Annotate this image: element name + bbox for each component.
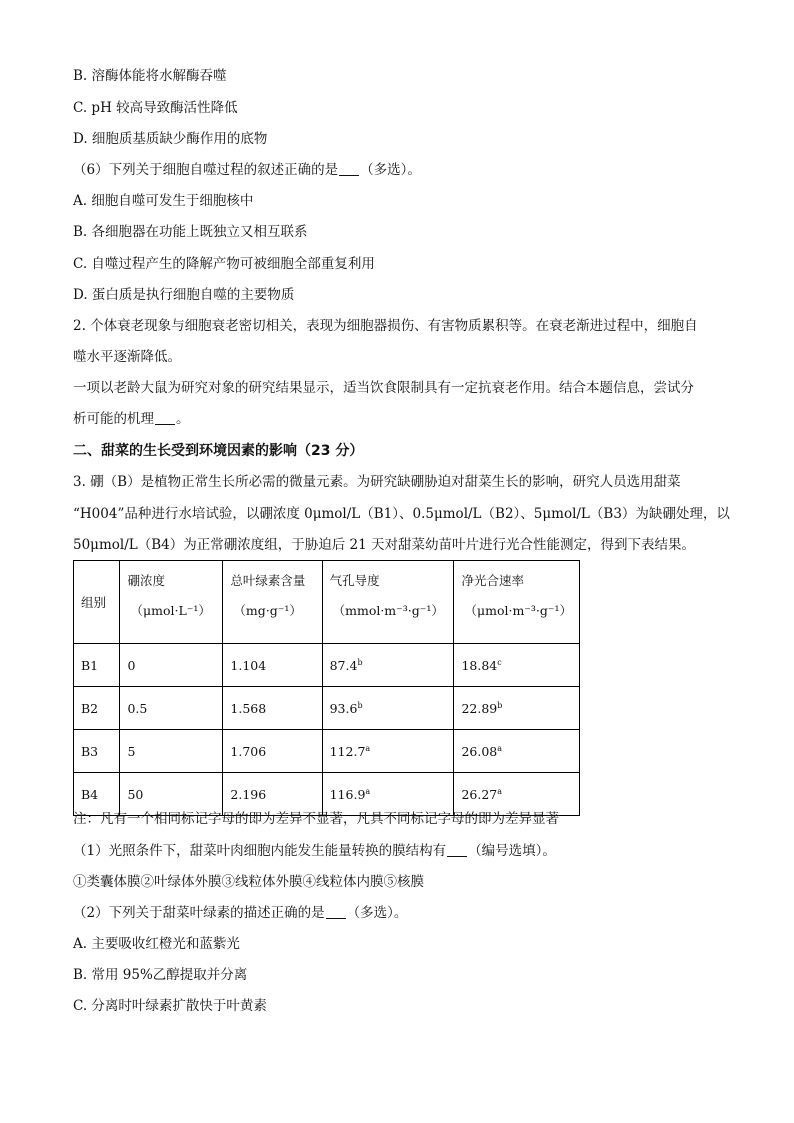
cell-conc: 50 <box>120 773 223 816</box>
question-3-2-text: （2）下列关于甜菜叶绿素的描述正确的是 <box>73 905 325 921</box>
option-d-cytoplasm: D. 细胞质基质缺少酶作用的底物 <box>73 131 268 147</box>
cell-chl: 1.706 <box>223 730 322 773</box>
option-a-light: A. 主要吸收红橙光和蓝紫光 <box>73 936 240 952</box>
cell-chl: 2.196 <box>223 773 322 816</box>
answer-blank <box>447 842 467 857</box>
question-3-line-1: 3. 硼（B）是植物正常生长所必需的微量元素。为研究缺硼胁迫对甜菜生长的影响，研究人员选用甜菜 <box>73 474 681 490</box>
question-3-1 <box>73 841 556 861</box>
cell-pn: 22.89$^b$ <box>454 687 580 730</box>
header-group: 组别 <box>74 561 120 644</box>
option-a-autophagy: A. 细胞自噬可发生于细胞核中 <box>73 193 254 209</box>
question-3-line-2: “H004”品种进行水培试验，以硼浓度 0μmol/L（B1）、0.5μmol/L（B2）、5μmol/L（B3）为缺硼处理，以 <box>73 506 730 522</box>
cell-gs: 116.9$^a$ <box>322 773 454 816</box>
header-boron: 硼浓度 （μmol·L⁻¹） <box>120 561 223 644</box>
cell-gs: 112.7$^a$ <box>322 730 454 773</box>
option-b-lysosome: B. 溶酶体能将水解酶吞噬 <box>73 68 227 84</box>
cell-group: B2 <box>74 687 120 730</box>
cell-pn: 26.27$^a$ <box>454 773 580 816</box>
question-2-line-4 <box>73 409 190 429</box>
answer-blank <box>326 904 346 919</box>
cell-pn: 26.08$^a$ <box>454 730 580 773</box>
membrane-options: ①类囊体膜②叶绿体外膜③线粒体外膜④线粒体内膜⑤核膜 <box>73 874 424 890</box>
question-3-2-suffix: （多选）。 <box>346 905 408 921</box>
question-6-suffix: （多选）。 <box>360 162 421 178</box>
header-photosynthesis: 净光合速率 （μmol·m⁻³·g⁻¹） <box>454 561 580 644</box>
question-3-2 <box>73 903 407 923</box>
header-stomatal: 气孔导度 （mmol·m⁻³·g⁻¹） <box>322 561 454 644</box>
cell-chl: 1.568 <box>223 687 322 730</box>
option-b-ethanol: B. 常用 95%乙醇提取并分离 <box>73 967 248 983</box>
cell-gs: 93.6$^b$ <box>322 687 454 730</box>
option-c-diffusion: C. 分离时叶绿素扩散快于叶黄素 <box>73 998 267 1014</box>
table-header-row <box>74 561 580 644</box>
question-2-line-3: 一项以老龄大鼠为研究对象的研究结果显示，适当饮食限制具有一定抗衰老作用。结合本题信息，尝试分 <box>73 380 694 396</box>
option-c-ph: C. pH 较高导致酶活性降低 <box>73 100 238 116</box>
cell-conc: 0.5 <box>120 687 223 730</box>
cell-group: B4 <box>74 773 120 816</box>
table-row <box>74 730 580 773</box>
cell-group: B3 <box>74 730 120 773</box>
table-row <box>74 644 580 687</box>
question-2-line-1: 2. 个体衰老现象与细胞衰老密切相关，表现为细胞器损伤、有害物质累积等。在衰老渐进过程中，细胞自 <box>73 318 698 334</box>
table-note: 注：凡有一个相同标记字母的即为差异不显著，凡具不同标记字母的即为差异显著 <box>73 811 559 827</box>
question-3-line-3: 50μmol/L（B4）为正常硼浓度组，于胁迫后 21 天对甜菜幼苗叶片进行光合性能测定，得到下表结果。 <box>73 537 695 553</box>
cell-conc: 5 <box>120 730 223 773</box>
question-2-line-2: 噬水平逐渐降低。 <box>73 349 181 365</box>
cell-gs: 87.4$^b$ <box>322 644 454 687</box>
question-6 <box>73 160 421 180</box>
section-heading: 二、甜菜的生长受到环境因素的影响（23 分） <box>73 443 364 459</box>
answer-blank <box>155 410 175 425</box>
answer-blank <box>339 161 359 176</box>
cell-chl: 1.104 <box>223 644 322 687</box>
cell-group: B1 <box>74 644 120 687</box>
cell-conc: 0 <box>120 644 223 687</box>
question-2-line-4-text: 析可能的机理 <box>73 411 154 427</box>
question-2-suffix: 。 <box>176 411 190 427</box>
question-3-1-suffix: （编号选填）。 <box>468 843 556 859</box>
table-row <box>74 687 580 730</box>
option-d-protein: D. 蛋白质是执行细胞自噬的主要物质 <box>73 287 295 303</box>
question-3-1-text: （1）光照条件下，甜菜叶肉细胞内能发生能量转换的膜结构有 <box>73 843 447 859</box>
results-table <box>73 560 580 816</box>
cell-pn: 18.84$^c$ <box>454 644 580 687</box>
option-c-products: C. 自噬过程产生的降解产物可被细胞全部重复利用 <box>73 256 375 272</box>
option-b-organelles: B. 各细胞器在功能上既独立又相互联系 <box>73 224 308 240</box>
question-6-text: （6）下列关于细胞自噬过程的叙述正确的是 <box>73 162 339 178</box>
header-chlorophyll: 总叶绿素含量 （mg·g⁻¹） <box>223 561 322 644</box>
